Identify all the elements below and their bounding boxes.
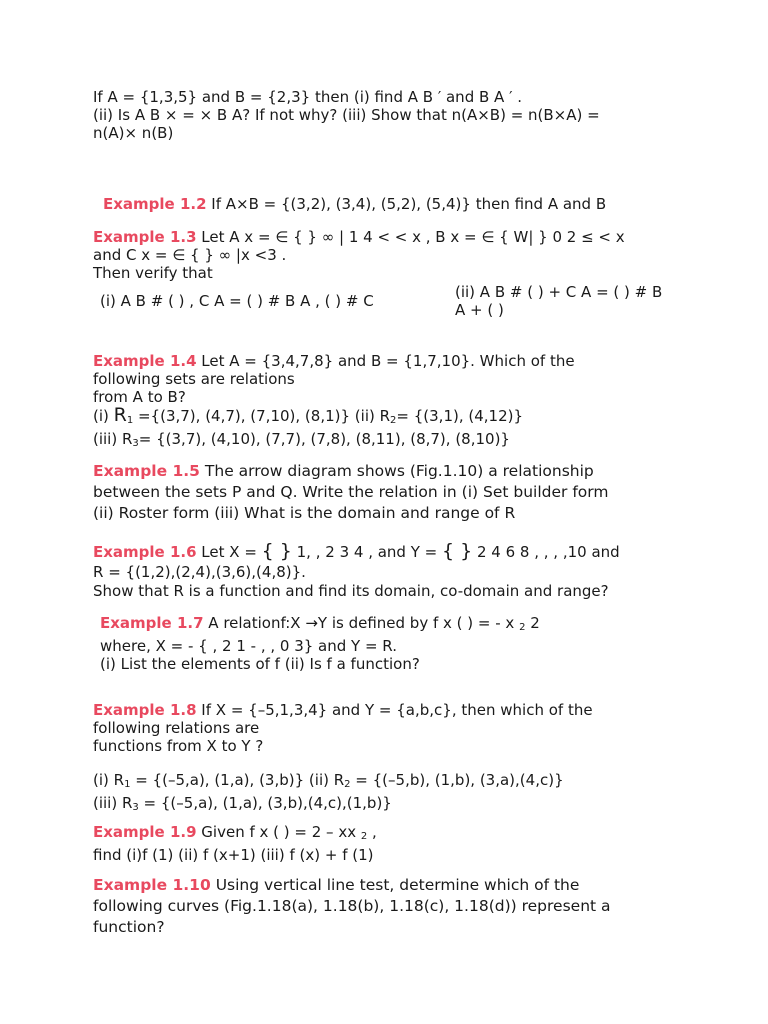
example-1-4	[93, 352, 733, 453]
example-text: 2	[525, 614, 540, 632]
example-text: Let X =	[196, 543, 262, 561]
example-text: A relationf:X →Y is defined by f x ( ) = - x	[203, 614, 520, 632]
example-label: Example 1.9	[93, 823, 197, 841]
text-span: = {(–5,a), (1,a), (3,b)} (ii) R	[130, 771, 345, 789]
example-1-8	[93, 701, 733, 755]
example-text: Using vertical line test, determine which of the	[210, 876, 580, 894]
example-1-3	[93, 228, 733, 282]
example-text: between the sets P and Q. Write the relation in (i) Set builder form	[93, 483, 609, 501]
example-1-9	[93, 823, 733, 864]
example-text: following curves (Fig.1.18(a), 1.18(b), 1.18(c), 1.18(d)) represent a	[93, 897, 611, 915]
example-text: find (i)f (1) (ii) f (x+1) (iii) f (x) + f (1)	[93, 846, 374, 864]
text-span: (i) R	[93, 771, 125, 789]
example-1-2	[103, 195, 743, 213]
brace-glyph: { }	[442, 540, 473, 562]
example-text: (i) A B # ( ) , C A = ( ) # B A , ( ) # C	[100, 292, 374, 310]
intro-line: (ii) Is A B × = × B A? If not why? (iii) Show that n(A×B) = n(B×A) =	[93, 106, 600, 124]
example-text: Then verify that	[93, 264, 213, 282]
example-text: Show that R is a function and find its domain, co-domain and range?	[93, 582, 609, 600]
example-text: Let A = {3,4,7,8} and B = {1,7,10}. Which of the	[196, 352, 575, 370]
example-text: from A to B?	[93, 388, 186, 406]
text-span: (iii) R	[93, 430, 133, 448]
example-label: Example 1.2	[103, 195, 207, 213]
text-span: = {(–5,b), (1,b), (3,a),(4,c)}	[350, 771, 564, 789]
example-text	[93, 771, 733, 794]
intro-line: n(A)× n(B)	[93, 124, 174, 142]
example-label: Example 1.8	[93, 701, 197, 719]
text-span: = {(3,1), (4,12)}	[396, 407, 524, 425]
example-label: Example 1.7	[100, 614, 204, 632]
example-1-5	[93, 461, 733, 524]
example-text: following relations are	[93, 719, 260, 737]
subscript: 1	[124, 779, 131, 790]
example-text: ,	[367, 823, 377, 841]
example-text: R = {(1,2),(2,4),(3,6),(4,8)}.	[93, 563, 306, 581]
text-span: = {(3,7), (4,10), (7,7), (7,8), (8,11), (8,7), (8,10)}	[138, 430, 510, 448]
subscript: 2	[519, 622, 526, 633]
example-text: (ii) Roster form (iii) What is the domain and range of R	[93, 504, 516, 522]
subscript: 2	[390, 415, 397, 426]
subscript: 2	[344, 779, 351, 790]
text-span: (iii) R	[93, 794, 133, 812]
example-1-10	[93, 875, 733, 938]
example-text: The arrow diagram shows (Fig.1.10) a relationship	[199, 462, 594, 480]
example-text: following sets are relations	[93, 370, 295, 388]
subscript: 3	[132, 438, 139, 449]
subscript: 2	[360, 831, 368, 842]
example-label: Example 1.5	[93, 462, 200, 480]
example-label: Example 1.3	[93, 228, 197, 246]
example-text: Given f x ( ) = 2 – xx	[196, 823, 361, 841]
example-text: (i) List the elements of f (ii) Is f a function?	[100, 655, 420, 673]
intro-line: If A = {1,3,5} and B = {2,3} then (i) find A B ′ and B A ′ .	[93, 88, 523, 106]
intro-problem	[93, 88, 733, 142]
example-text: where, X = - { , 2 1 - , , 0 3} and Y = R.	[100, 637, 397, 655]
subscript: 3	[132, 802, 139, 813]
text-span: ={(3,7), (4,7), (7,10), (8,1)} (ii) R	[133, 407, 391, 425]
example-label: Example 1.4	[93, 352, 197, 370]
example-text: function?	[93, 918, 165, 936]
brace-glyph: { }	[261, 540, 292, 562]
text-span: R	[113, 404, 127, 426]
subscript: 1	[126, 415, 134, 426]
example-text: functions from X to Y ?	[93, 737, 264, 755]
example-text: (ii) A B # ( ) + C A = ( ) # B	[455, 283, 663, 301]
example-text	[93, 794, 733, 817]
example-text	[93, 406, 733, 430]
example-text: 2 4 6 8 , , , ,10 and	[472, 543, 620, 561]
example-label: Example 1.10	[93, 876, 211, 894]
example-text: 1, , 2 3 4 , and Y =	[291, 543, 442, 561]
example-1-3-col1	[100, 292, 440, 310]
text-span: (i)	[93, 407, 114, 425]
example-1-6	[93, 540, 733, 601]
text-span: = {(–5,a), (1,a), (3,b),(4,c),(1,b)}	[138, 794, 392, 812]
example-text: A + ( )	[455, 301, 504, 319]
example-text: If A×B = {(3,2), (3,4), (5,2), (5,4)} then find A and B	[206, 195, 607, 213]
example-text: If X = {–5,1,3,4} and Y = {a,b,c}, then which of the	[196, 701, 593, 719]
example-text: and C x = ∈ { } ∞ |x <3 .	[93, 246, 287, 264]
example-text: Let A x = ∈ { } ∞ | 1 4 < < x , B x = ∈ { W| } 0 2 ≤ < x	[196, 228, 625, 246]
example-1-3-col2	[455, 283, 715, 319]
example-text	[93, 430, 733, 453]
example-label: Example 1.6	[93, 543, 197, 561]
example-1-7	[100, 614, 740, 673]
example-1-8-relations	[93, 771, 733, 817]
